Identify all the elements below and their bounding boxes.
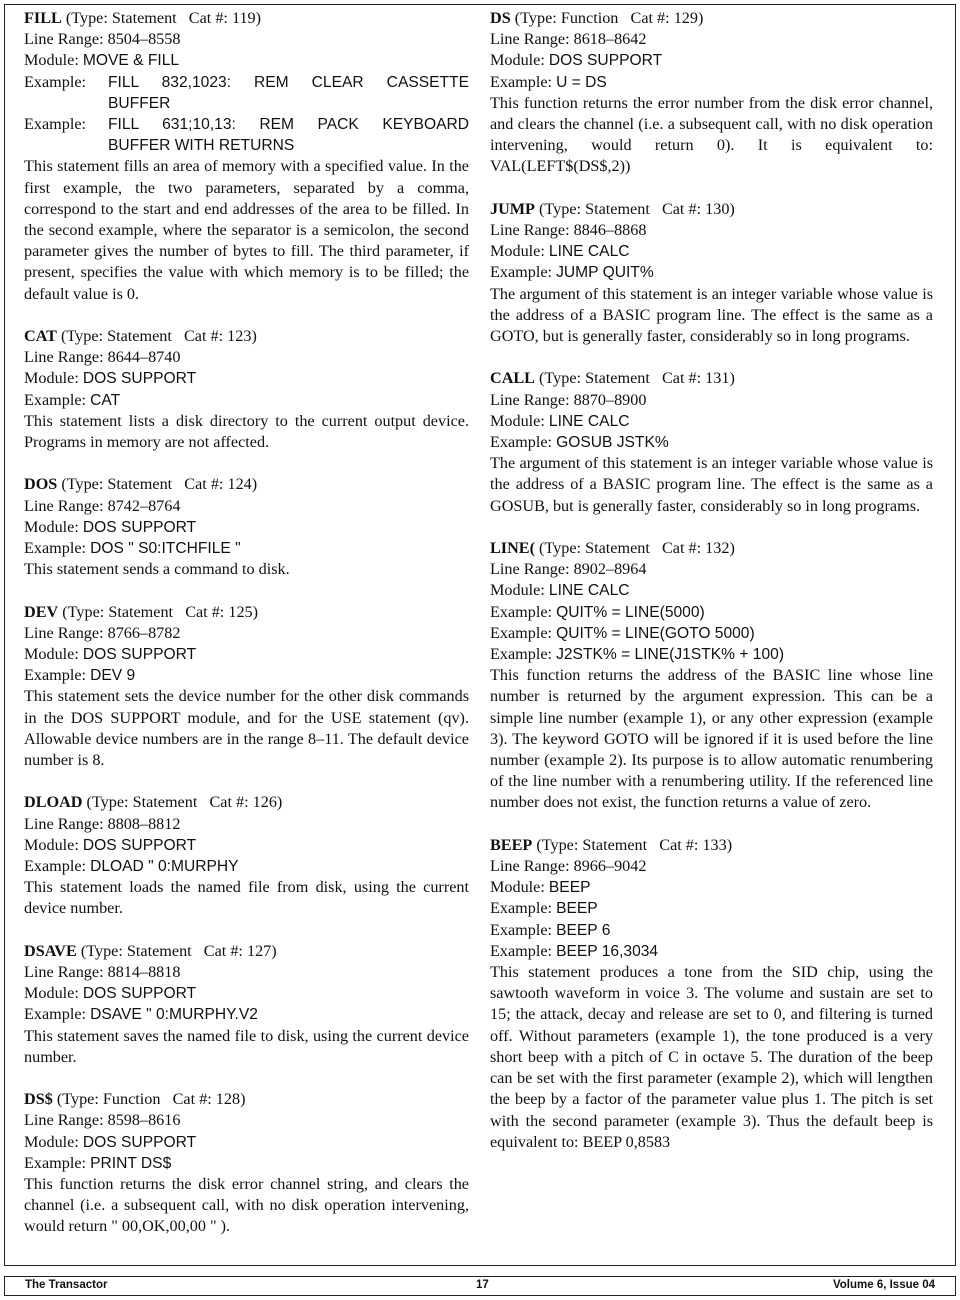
type-label: (Type: bbox=[52, 1090, 103, 1109]
example-row bbox=[490, 623, 933, 644]
module-row bbox=[24, 835, 469, 856]
example-value: DLOAD " 0:MURPHY bbox=[90, 858, 239, 876]
example-value: U = DS bbox=[556, 73, 607, 91]
command-keyword: JUMP bbox=[490, 199, 535, 218]
entry-header bbox=[24, 8, 469, 29]
example-value: DSAVE " 0:MURPHY.V2 bbox=[90, 1006, 258, 1024]
example-label: Example: bbox=[24, 539, 91, 558]
module-row bbox=[490, 580, 933, 601]
cat-number: 132 bbox=[705, 539, 730, 558]
command-type: Function bbox=[102, 1090, 161, 1109]
module-label: Module: bbox=[24, 517, 83, 536]
line-range-value: 8808–8812 bbox=[107, 814, 181, 833]
cat-number: 123 bbox=[227, 327, 252, 346]
example-label: Example: bbox=[24, 666, 91, 685]
entry-description: This function returns the disk error channel string, and clears the channel (i.e. a subsequent call, with no disk operation intervening, would return " 00,OK,00,00 " ). bbox=[24, 1175, 469, 1236]
example-label: Example: bbox=[490, 645, 557, 664]
magazine-name: The Transactor bbox=[25, 1279, 108, 1291]
entry-description: This statement loads the named file from disk, using the current device number. bbox=[24, 878, 469, 918]
page-footer bbox=[4, 1276, 956, 1296]
example-value: GOSUB JSTK% bbox=[556, 434, 669, 452]
line-range-row bbox=[490, 220, 933, 241]
command-entry bbox=[24, 602, 469, 772]
command-entry bbox=[24, 792, 469, 919]
example-value: DOS " S0:ITCHFILE " bbox=[90, 540, 241, 558]
entry-description: This statement produces a tone from the SID chip, using the sawtooth waveform in voice 3. The volume and sustain are set to 15; the attack, decay and release are set to 0, and filtering is turned off. Without parameters (example 1), the tone produced is a very short beep with a pitch of C in octave 5. The duration of the beep can be set with the first parameter (example 2), which will lengthen the beep by a factor of the parameter value plus 1. The pitch is set with the second parameter (example 3). Thus the default beep is equivalent to: BEEP 0,8583 bbox=[490, 963, 933, 1151]
command-keyword: CAT bbox=[24, 327, 57, 346]
example-label: Example: bbox=[490, 602, 557, 621]
module-value: LINE CALC bbox=[548, 243, 630, 261]
example-label: Example: bbox=[24, 390, 91, 409]
type-label: (Type: bbox=[61, 9, 112, 27]
command-keyword: CALL bbox=[490, 369, 535, 388]
cat-number: 125 bbox=[228, 602, 253, 621]
cat-number: 127 bbox=[246, 941, 272, 960]
module-label: Module: bbox=[24, 835, 83, 854]
close-paren: ) bbox=[697, 9, 704, 27]
module-label: Module: bbox=[490, 51, 549, 70]
module-row bbox=[490, 877, 933, 898]
example-label: Example: bbox=[490, 623, 557, 642]
example-value: QUIT% = LINE(GOTO 5000) bbox=[556, 624, 755, 642]
command-type: Statement bbox=[111, 9, 177, 27]
line-range-row bbox=[24, 1110, 469, 1131]
example-row bbox=[490, 941, 933, 962]
entry-description: This function returns the error number from the disk error channel, and clears the channel (i.e. a subsequent call, with no disk operation intervening, would return 0). It is equivalent to: VAL(LEFT$(DS$,2)) bbox=[490, 93, 933, 176]
line-range-value: 8902–8964 bbox=[573, 560, 647, 579]
example-label: Example: bbox=[24, 1153, 91, 1172]
command-type: Statement bbox=[585, 539, 650, 558]
command-type: Statement bbox=[585, 369, 650, 388]
example-value: BEEP 16,3034 bbox=[556, 942, 659, 960]
entry-header bbox=[490, 8, 933, 29]
command-type: Statement bbox=[585, 199, 650, 218]
example-label: Example: bbox=[24, 72, 87, 91]
example-value: FILL 832,1023: REM CLEAR CASSETTE bbox=[108, 73, 469, 91]
page-number: 17 bbox=[476, 1279, 489, 1291]
line-range-value: 8644–8740 bbox=[107, 348, 181, 367]
type-label: (Type: bbox=[56, 327, 108, 346]
entry-description: This statement saves the named file to disk, using the current device number. bbox=[24, 1026, 469, 1066]
module-label: Module: bbox=[24, 645, 83, 664]
example-value: CAT bbox=[90, 391, 121, 409]
module-row bbox=[24, 644, 469, 665]
right-column bbox=[490, 8, 933, 1174]
type-label: (Type: bbox=[58, 602, 109, 621]
cat-number: 124 bbox=[227, 475, 252, 494]
module-label: Module: bbox=[24, 51, 83, 70]
module-row bbox=[490, 411, 933, 432]
cat-label: Cat #: bbox=[647, 835, 703, 854]
line-range-label: Line Range: bbox=[24, 814, 108, 833]
entry-header bbox=[24, 792, 469, 813]
example-row bbox=[24, 72, 469, 93]
example-row bbox=[490, 644, 933, 665]
module-row bbox=[490, 241, 933, 262]
module-value: DOS SUPPORT bbox=[82, 836, 197, 854]
example-row bbox=[24, 665, 469, 686]
line-range-value: 8966–9042 bbox=[573, 857, 647, 876]
entry-header bbox=[490, 538, 933, 559]
cat-number: 133 bbox=[702, 835, 727, 854]
module-row bbox=[24, 50, 469, 71]
example-row bbox=[24, 856, 469, 877]
command-keyword: DS$ bbox=[24, 1090, 53, 1109]
example-row bbox=[490, 898, 933, 919]
module-value: DOS SUPPORT bbox=[82, 518, 197, 536]
line-range-row bbox=[24, 29, 469, 50]
example-value: DEV 9 bbox=[90, 667, 136, 685]
close-paren: ) bbox=[271, 941, 277, 960]
type-label: (Type: bbox=[82, 793, 133, 812]
module-row bbox=[490, 50, 933, 71]
line-range-label: Line Range: bbox=[490, 30, 574, 49]
command-entry bbox=[490, 835, 933, 1153]
entry-description: The argument of this statement is an integer variable whose value is the address of a BASIC program line. The effect is the same as a GOSUB, but is generally faster, considerably so in long programs. bbox=[490, 454, 933, 515]
example-value: BEEP 6 bbox=[556, 921, 611, 939]
example-row bbox=[490, 920, 933, 941]
module-row bbox=[24, 983, 469, 1004]
entry-description: This statement sets the device number for the other disk commands in the DOS SUPPORT module, and for the USE statement (qv). Allowable device numbers are in the range 8–11. The default device number is 8. bbox=[24, 687, 469, 770]
command-type: Statement bbox=[582, 835, 648, 854]
line-range-row bbox=[490, 390, 933, 411]
cat-label: Cat #: bbox=[172, 475, 228, 494]
example-label: Example: bbox=[24, 857, 91, 876]
line-range-value: 8742–8764 bbox=[107, 496, 181, 515]
line-range-row bbox=[24, 496, 469, 517]
cat-number: 129 bbox=[673, 9, 698, 27]
entry-description: This statement lists a disk directory to the current output device. Programs in memory are not affected. bbox=[24, 411, 469, 452]
line-range-label: Line Range: bbox=[24, 1111, 108, 1130]
module-value: DOS SUPPORT bbox=[82, 370, 197, 388]
line-range-label: Line Range: bbox=[24, 496, 108, 515]
type-label: (Type: bbox=[534, 199, 586, 218]
line-range-label: Line Range: bbox=[490, 221, 574, 240]
module-row bbox=[24, 368, 469, 389]
line-range-label: Line Range: bbox=[24, 623, 108, 642]
cat-label: Cat #: bbox=[191, 941, 247, 960]
command-keyword: DSAVE bbox=[24, 941, 77, 960]
example-label: Example: bbox=[490, 263, 557, 282]
close-paren: ) bbox=[729, 199, 735, 218]
command-type: Statement bbox=[107, 475, 173, 494]
close-paren: ) bbox=[251, 475, 258, 494]
cat-label: Cat #: bbox=[649, 539, 706, 558]
command-type: Statement bbox=[108, 602, 174, 621]
command-entry bbox=[490, 199, 933, 347]
cat-label: Cat #: bbox=[160, 1090, 216, 1109]
entry-description: The argument of this statement is an integer variable whose value is the address of a BASIC program line. The effect is the same as a GOTO, but is generally faster, considerably so in long programs. bbox=[490, 284, 933, 346]
left-column bbox=[24, 8, 469, 1259]
module-row bbox=[24, 517, 469, 538]
command-entry bbox=[24, 326, 469, 453]
cat-label: Cat #: bbox=[197, 793, 253, 812]
cat-label: Cat #: bbox=[176, 9, 232, 27]
module-value: MOVE & FILL bbox=[82, 52, 180, 70]
line-range-row bbox=[24, 347, 469, 368]
module-value: DOS SUPPORT bbox=[548, 52, 663, 70]
cat-label: Cat #: bbox=[173, 602, 229, 621]
module-value: BEEP bbox=[548, 879, 591, 897]
module-row bbox=[24, 1132, 469, 1153]
command-entry bbox=[24, 474, 469, 580]
command-keyword: LINE( bbox=[490, 539, 535, 558]
example-label: Example: bbox=[24, 115, 87, 134]
example-value: FILL 631;10,13: REM PACK KEYBOARD bbox=[108, 116, 469, 134]
line-range-value: 8766–8782 bbox=[107, 623, 181, 642]
command-type: Statement bbox=[132, 793, 198, 812]
line-range-row bbox=[490, 29, 933, 50]
cat-number: 119 bbox=[231, 9, 256, 27]
command-keyword: BEEP bbox=[490, 835, 533, 854]
type-label: (Type: bbox=[57, 475, 108, 494]
entry-header bbox=[24, 326, 469, 347]
type-label: (Type: bbox=[510, 9, 561, 27]
entry-header bbox=[24, 474, 469, 495]
line-range-label: Line Range: bbox=[490, 560, 574, 579]
command-type: Function bbox=[560, 9, 619, 27]
line-range-value: 8504–8558 bbox=[107, 30, 181, 49]
line-range-row bbox=[24, 623, 469, 644]
example-row bbox=[24, 1153, 469, 1174]
example-value: JUMP QUIT% bbox=[556, 264, 654, 282]
type-label: (Type: bbox=[534, 369, 586, 388]
cat-label: Cat #: bbox=[649, 199, 706, 218]
command-type: Statement bbox=[107, 327, 172, 346]
entry-header bbox=[24, 1089, 469, 1110]
example-value: BEEP bbox=[556, 900, 598, 918]
line-range-label: Line Range: bbox=[490, 390, 574, 409]
command-keyword: DEV bbox=[24, 602, 59, 621]
cat-number: 131 bbox=[705, 369, 730, 388]
example-row bbox=[24, 538, 469, 559]
example-label: Example: bbox=[490, 899, 557, 918]
example-value: PRINT DS$ bbox=[90, 1154, 172, 1172]
command-entry bbox=[24, 8, 469, 305]
cat-label: Cat #: bbox=[649, 369, 706, 388]
line-range-label: Line Range: bbox=[24, 963, 108, 982]
module-label: Module: bbox=[490, 242, 549, 261]
entry-description: This statement sends a command to disk. bbox=[24, 560, 290, 579]
line-range-row bbox=[24, 962, 469, 983]
line-range-label: Line Range: bbox=[24, 30, 108, 49]
line-range-value: 8870–8900 bbox=[573, 390, 647, 409]
line-range-row bbox=[490, 559, 933, 580]
type-label: (Type: bbox=[532, 835, 583, 854]
module-label: Module: bbox=[24, 984, 83, 1003]
example-row bbox=[24, 114, 469, 135]
issue-info: Volume 6, Issue 04 bbox=[832, 1279, 935, 1291]
command-entry bbox=[24, 1089, 469, 1237]
entry-header bbox=[24, 602, 469, 623]
close-paren: ) bbox=[729, 369, 735, 388]
example-label: Example: bbox=[490, 941, 557, 960]
command-keyword: FILL bbox=[24, 9, 62, 27]
close-paren: ) bbox=[726, 835, 733, 854]
example-row bbox=[490, 432, 933, 453]
entry-description: This statement fills an area of memory with a specified value. In the first example, the two parameters, separated by a comma, correspond to the start and end addresses of the area to be filled. In the second example, where the separator is a semicolon, the second parameter gives the number of bytes to fill. The third parameter, if present, specifies the value with which memory is to be filled; the default value is 0. bbox=[24, 157, 469, 303]
command-entry bbox=[490, 8, 933, 178]
command-keyword: DLOAD bbox=[24, 793, 83, 812]
module-value: LINE CALC bbox=[548, 412, 630, 430]
module-value: DOS SUPPORT bbox=[82, 1133, 197, 1151]
example-label: Example: bbox=[490, 920, 557, 939]
example-row bbox=[24, 390, 469, 411]
line-range-value: 8846–8868 bbox=[573, 221, 647, 240]
command-entry bbox=[490, 538, 933, 814]
module-label: Module: bbox=[490, 581, 549, 600]
cat-label: Cat #: bbox=[618, 9, 674, 27]
module-label: Module: bbox=[490, 411, 549, 430]
module-label: Module: bbox=[24, 1132, 83, 1151]
close-paren: ) bbox=[276, 793, 283, 812]
line-range-value: 8618–8642 bbox=[573, 30, 647, 49]
example-row bbox=[490, 602, 933, 623]
cat-label: Cat #: bbox=[171, 327, 228, 346]
example-row bbox=[24, 1004, 469, 1025]
entry-description: This function returns the address of the BASIC line whose line number is returned by the argument expression. This can be a simple line number (example 1), or any other expression (example 3). The keyword GOTO will be ignored if it is used before the line number (example 2). Its purpose is to allow automatic renumbering of the line number with a renumbering utility. If the referenced line number does not exist, the function returns a value of zero. bbox=[490, 666, 933, 812]
line-range-label: Line Range: bbox=[490, 857, 574, 876]
example-continuation: BUFFER WITH RETURNS bbox=[108, 137, 295, 155]
cat-number: 128 bbox=[215, 1090, 241, 1109]
example-label: Example: bbox=[24, 1005, 91, 1024]
command-entry bbox=[24, 941, 469, 1068]
entry-header bbox=[24, 941, 469, 962]
example-value: J2STK% = LINE(J1STK% + 100) bbox=[556, 646, 785, 664]
command-keyword: DS bbox=[490, 9, 511, 27]
cat-number: 126 bbox=[252, 793, 277, 812]
entry-header bbox=[490, 835, 933, 856]
module-label: Module: bbox=[490, 878, 549, 897]
close-paren: ) bbox=[240, 1090, 246, 1109]
entry-header bbox=[490, 199, 933, 220]
module-value: DOS SUPPORT bbox=[82, 646, 197, 664]
type-label: (Type: bbox=[76, 941, 127, 960]
example-row bbox=[490, 262, 933, 283]
example-value: QUIT% = LINE(5000) bbox=[556, 603, 705, 621]
example-row bbox=[490, 72, 933, 93]
line-range-row bbox=[490, 856, 933, 877]
close-paren: ) bbox=[251, 327, 257, 346]
module-label: Module: bbox=[24, 369, 83, 388]
command-type: Statement bbox=[126, 941, 192, 960]
line-range-label: Line Range: bbox=[24, 348, 108, 367]
close-paren: ) bbox=[252, 602, 259, 621]
command-entry bbox=[490, 368, 933, 516]
example-label: Example: bbox=[490, 72, 557, 91]
line-range-row bbox=[24, 814, 469, 835]
type-label: (Type: bbox=[534, 539, 586, 558]
entry-header bbox=[490, 368, 933, 389]
example-label: Example: bbox=[490, 433, 557, 452]
cat-number: 130 bbox=[705, 199, 730, 218]
module-value: DOS SUPPORT bbox=[82, 985, 197, 1003]
line-range-value: 8814–8818 bbox=[107, 963, 181, 982]
close-paren: ) bbox=[255, 9, 262, 27]
command-keyword: DOS bbox=[24, 475, 58, 494]
example-continuation: BUFFER bbox=[108, 94, 171, 112]
module-value: LINE CALC bbox=[548, 582, 630, 600]
line-range-value: 8598–8616 bbox=[107, 1111, 181, 1130]
close-paren: ) bbox=[729, 539, 735, 558]
